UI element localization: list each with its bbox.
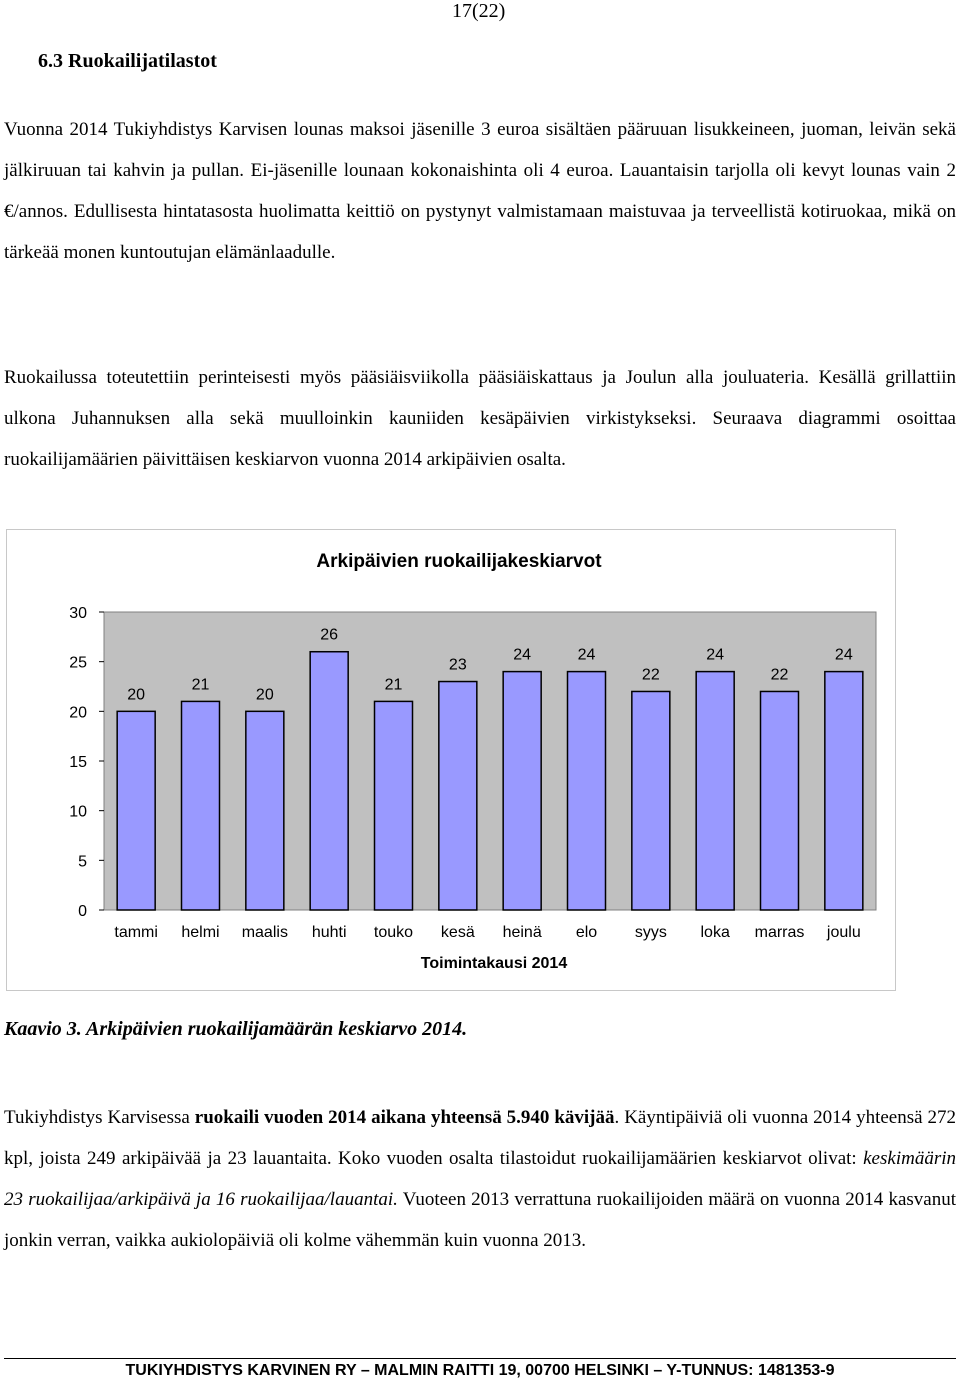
- data-label-loka: 24: [706, 646, 725, 664]
- x-tick-label-loka: loka: [700, 924, 730, 941]
- summary-text-1: Tukiyhdistys Karvisessa: [4, 1107, 195, 1128]
- y-tick-label: 0: [78, 903, 87, 920]
- bar-joulu: [825, 672, 863, 910]
- bar-loka: [696, 672, 734, 910]
- x-tick-label-helmi: helmi: [181, 924, 220, 941]
- bar-touko: [375, 701, 413, 910]
- bar-syys: [632, 691, 670, 910]
- x-tick-label-maalis: maalis: [241, 924, 288, 941]
- x-tick-label-huhti: huhti: [311, 924, 347, 941]
- summary-text-2: . Käyntipäiviä oli vuonna 2014 yhteensä 272 kpl, joista 249 arkipäivää ja 23 lauantaita. Koko vuoden osalta tilastoidut ruokailijamäärien keskiarvot olivat:: [4, 1107, 957, 1169]
- footer: TUKIYHDISTYS KARVINEN RY – MALMIN RAITTI 19, 00700 HELSINKI – Y-TUNNUS: 1481353-9: [125, 1362, 835, 1379]
- x-tick-label-touko: touko: [373, 924, 414, 941]
- x-tick-label-elo: elo: [575, 924, 598, 941]
- bar-kesä: [439, 682, 477, 910]
- data-label-maalis: 20: [255, 686, 274, 704]
- data-label-tammi: 20: [127, 686, 146, 704]
- bar-maalis: [246, 711, 284, 910]
- y-tick-label: 25: [69, 654, 87, 672]
- summary-text-bold: ruokaili vuoden 2014 aikana yhteensä 5.940 kävijää: [194, 1107, 615, 1128]
- page-number: 17(22): [452, 0, 506, 22]
- chart-frame: [6, 529, 896, 991]
- data-label-marras: 22: [770, 666, 789, 684]
- x-tick-label-heinä: heinä: [502, 924, 542, 941]
- data-label-joulu: 24: [834, 646, 853, 664]
- figure-caption: Kaavio 3. Arkipäivien ruokailijamäärän keskiarvo 2014.: [4, 1018, 468, 1040]
- data-label-heinä: 24: [513, 646, 532, 664]
- bar-tammi: [117, 711, 155, 910]
- x-tick-label-marras: marras: [754, 924, 805, 941]
- data-label-syys: 22: [641, 666, 660, 684]
- chart-title: Arkipäivien ruokailijakeskiarvot: [316, 551, 602, 572]
- bar-marras: [761, 691, 799, 910]
- x-axis-label: Toimintakausi 2014: [420, 955, 568, 972]
- footer-rule: [4, 1358, 956, 1359]
- x-tick-label-syys: syys: [634, 924, 667, 941]
- y-tick-label: 20: [69, 704, 87, 722]
- data-label-touko: 21: [384, 676, 403, 694]
- paragraph-events: Ruokailussa toteutettiin perinteisesti myös pääsiäisviikolla pääsiäiskattaus ja Joulun alla jouluateria. Kesällä grillattiin ulkona Juhannuksen alla sekä muulloinkin kauniiden kesäpäivien virkistykseksi. Seuraava diagrammi osoittaa ruokailijamäärien päivittäisen keskiarvon vuonna 2014 arkipäivien osalta.: [4, 367, 956, 470]
- section-heading: 6.3 Ruokailijatilastot: [38, 50, 217, 72]
- summary-text-italic: keskimäärin 23 ruokailijaa/arkipäivä ja 16 ruokailijaa/lauantai.: [4, 1148, 956, 1210]
- data-label-elo: 24: [577, 646, 596, 664]
- bar-helmi: [182, 701, 220, 910]
- bar-chart: [7, 530, 895, 990]
- bar-heinä: [503, 672, 541, 910]
- bar-huhti: [310, 652, 348, 910]
- paragraph-summary: [4, 1097, 956, 1261]
- x-tick-label-joulu: joulu: [826, 924, 861, 941]
- y-tick-label: 5: [78, 853, 87, 871]
- data-label-huhti: 26: [320, 626, 339, 644]
- paragraph-lunch-prices: Vuonna 2014 Tukiyhdistys Karvisen lounas maksoi jäsenille 3 euroa sisältäen pääruuan lisukkeineen, juoman, leivän sekä jälkiruuan tai kahvin ja pullan. Ei-jäsenille lounaan kokonaishinta oli 4 euroa. Lauantaisin tarjolla oli kevyt lounas vain 2 €/annos. Edullisesta hintatasosta huolimatta keittiö on pystynyt valmistamaan maistuvaa ja terveellistä kotiruokaa, mikä on tärkeää monen kuntoutujan elämänlaadulle.: [4, 119, 956, 263]
- bar-elo: [568, 672, 606, 910]
- data-label-helmi: 21: [191, 676, 210, 694]
- summary-text-3: Vuoteen 2013 verrattuna ruokailijoiden määrä on vuonna 2014 kasvanut jonkin verran, vaikka aukiolopäiviä oli kolme vähemmän kuin vuonna 2013.: [4, 1189, 956, 1251]
- y-tick-label: 30: [69, 605, 87, 622]
- data-label-kesä: 23: [448, 656, 467, 674]
- y-tick-label: 15: [69, 754, 87, 771]
- y-tick-label: 10: [69, 803, 87, 821]
- x-tick-label-tammi: tammi: [114, 924, 158, 941]
- x-tick-label-kesä: kesä: [440, 924, 475, 941]
